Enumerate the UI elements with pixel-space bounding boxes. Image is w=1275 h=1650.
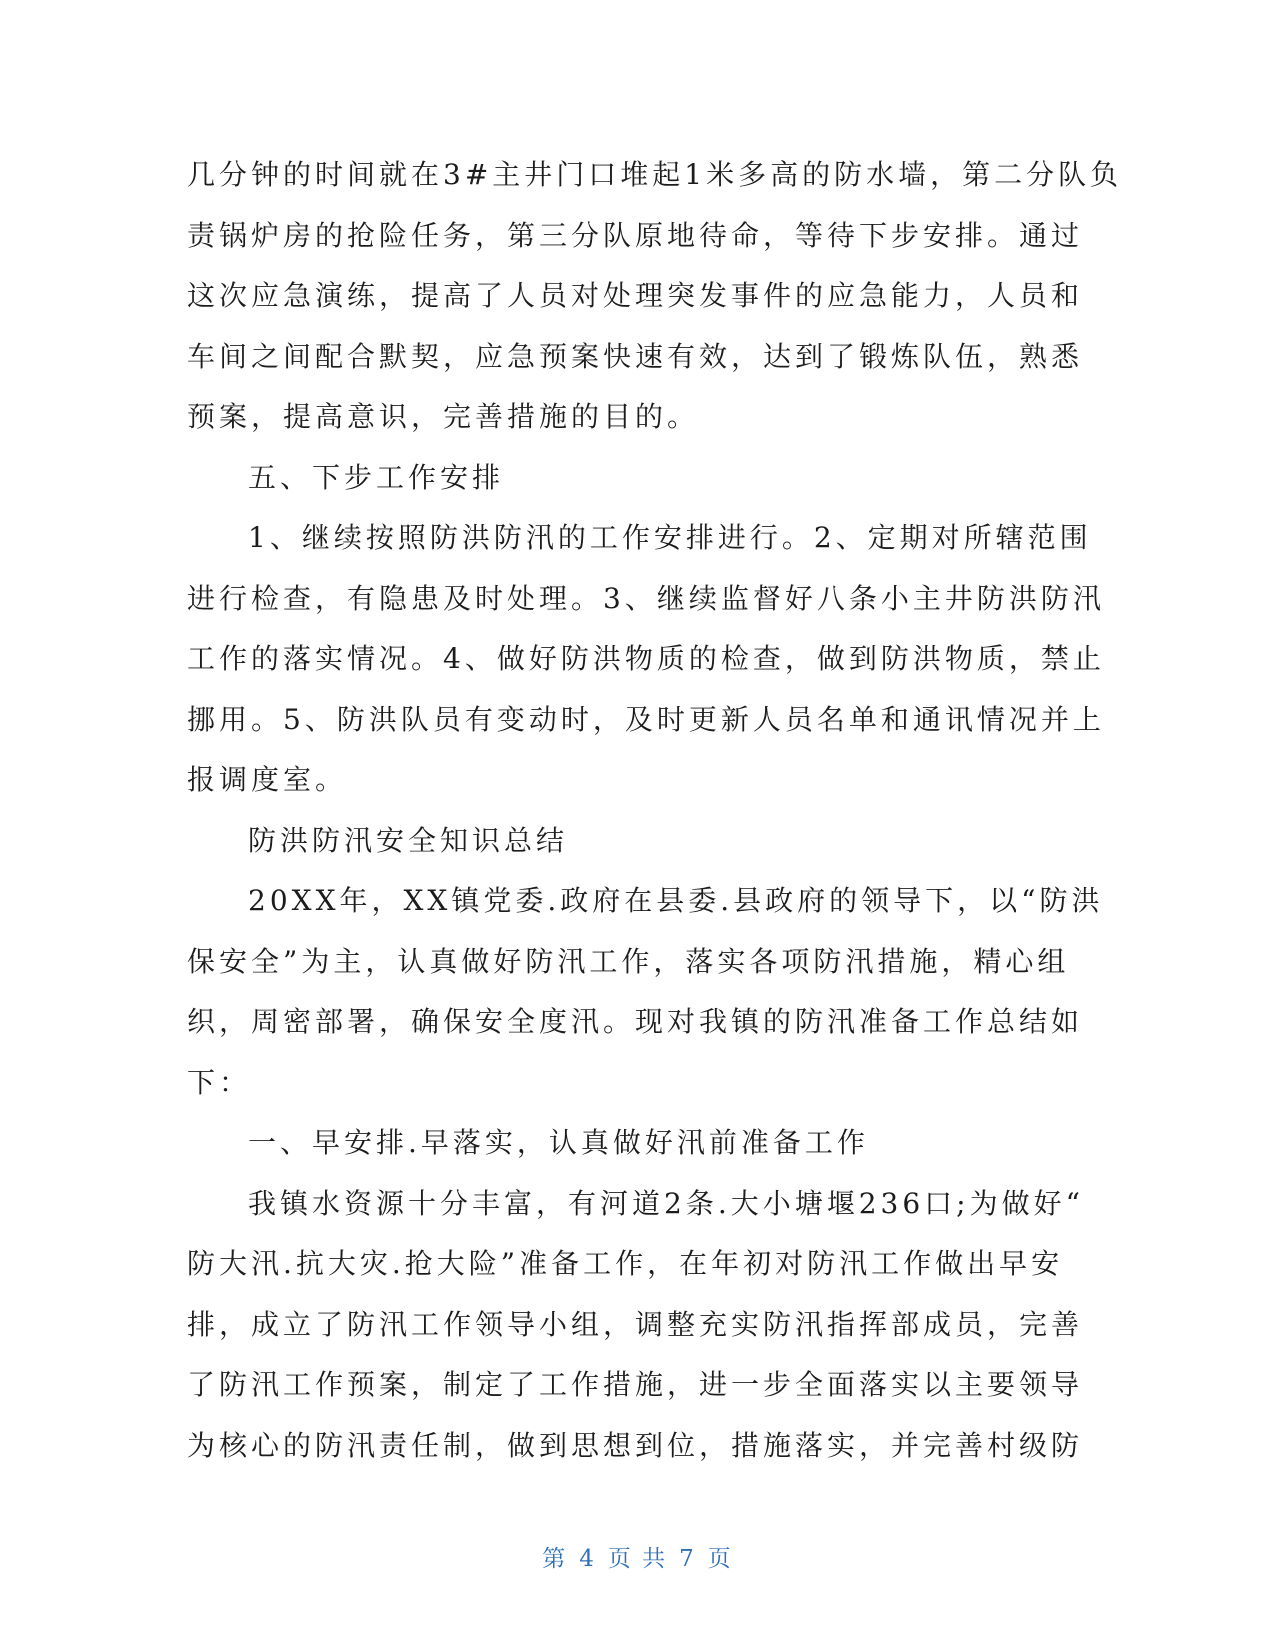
text-line: 20XX年，XX镇党委.政府在县委.县政府的领导下，以“防洪 [248, 884, 1104, 917]
text-line: 责锅炉房的抢险任务，第三分队原地待命，等待下步安排。通过 [187, 218, 1084, 252]
text-line: 一、早安排.早落实，认真做好汛前准备工作 [248, 1126, 869, 1159]
text-line: 报调度室。 [187, 763, 348, 796]
text-line: 织，周密部署，确保安全度汛。现对我镇的防汛准备工作总结如 [187, 1005, 1084, 1038]
footer-middle: 页 共 [607, 1546, 668, 1572]
text-line: 几分钟的时间就在3#主井门口堆起1米多高的防水墙，第二分队负 [187, 158, 1123, 191]
text-line: 下： [187, 1065, 252, 1099]
text-line: 保安全”为主，认真做好防汛工作，落实各项防汛措施，精心组 [187, 944, 1070, 978]
text-line: 我镇水资源十分丰富，有河道2条.大小塘堰236口;为做好“ [248, 1186, 1084, 1220]
text-line: 防大汛.抗大灾.抢大险”准备工作，在年初对防汛工作做出早安 [187, 1247, 1064, 1280]
text-line: 工作的落实情况。4、做好防洪物质的检查，做到防洪物质，禁止 [187, 642, 1105, 675]
total-pages-number: 7 [679, 1546, 696, 1572]
text-line: 了防汛工作预案，制定了工作措施，进一步全面落实以主要领导 [187, 1368, 1084, 1401]
text-line: 这次应急演练，提高了人员对处理突发事件的应急能力，人员和 [187, 279, 1084, 312]
text-line: 排，成立了防汛工作领导小组，调整充实防汛指挥部成员，完善 [187, 1307, 1084, 1341]
text-line: 为核心的防汛责任制，做到思想到位，措施落实，并完善村级防 [187, 1428, 1084, 1462]
footer-suffix: 页 [707, 1546, 733, 1572]
text-line: 五、下步工作安排 [248, 460, 505, 494]
text-line: 挪用。5、防洪队员有变动时，及时更新人员名单和通讯情况并上 [187, 702, 1105, 736]
footer-prefix: 第 [542, 1546, 568, 1572]
text-line: 车间之间配合默契，应急预案快速有效，达到了锻炼队伍，熟悉 [187, 339, 1084, 373]
text-line: 预案，提高意识，完善措施的目的。 [187, 400, 700, 433]
text-line: 进行检查，有隐患及时处理。3、继续监督好八条小主井防洪防汛 [187, 581, 1105, 615]
text-line: 防洪防汛安全知识总结 [248, 823, 569, 857]
page-footer [0, 1540, 1275, 1573]
document-body [187, 145, 1123, 1476]
current-page-number: 4 [579, 1546, 596, 1572]
text-line: 1、继续按照防洪防汛的工作安排进行。2、定期对所辖范围 [248, 521, 1092, 554]
